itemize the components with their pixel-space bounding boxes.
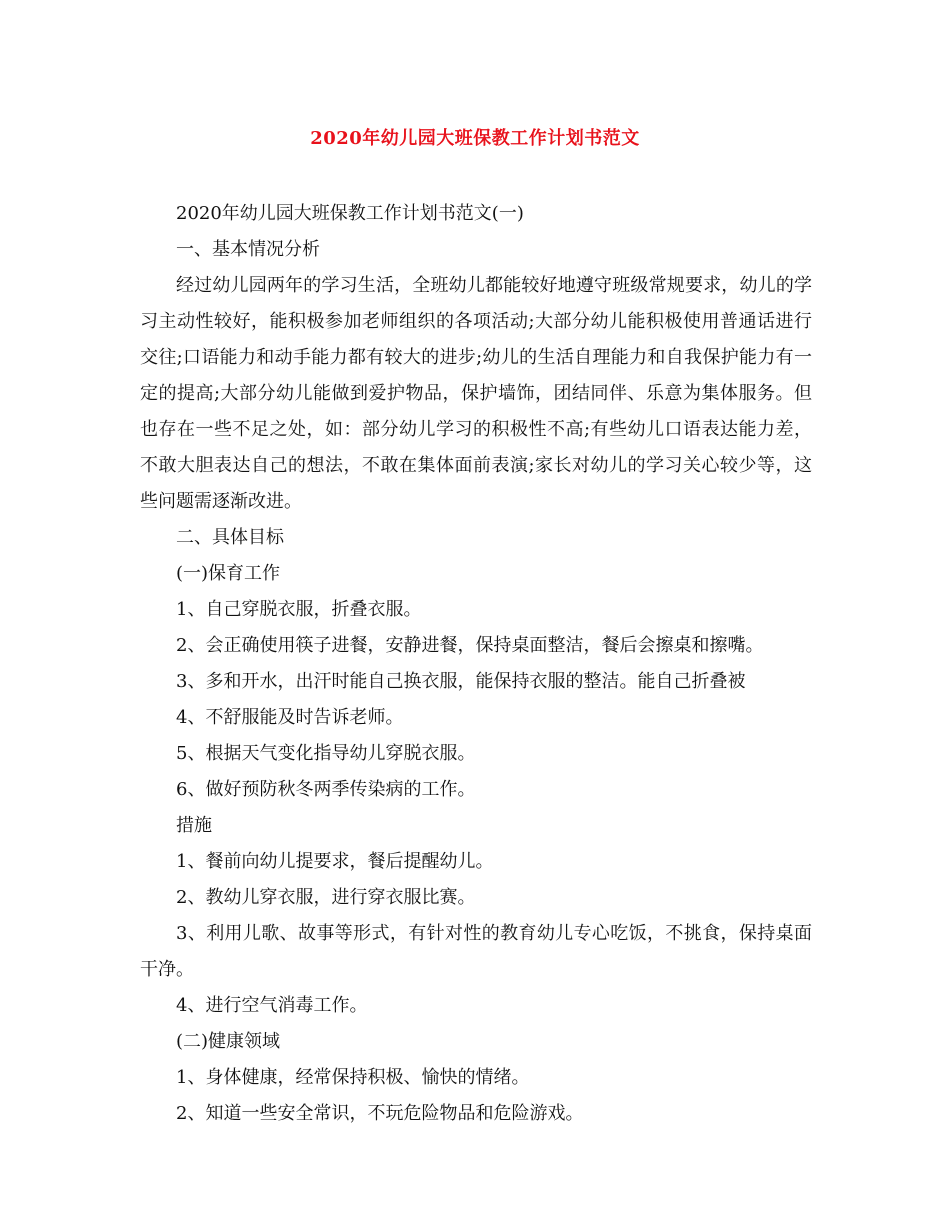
list-item: 4、不舒服能及时告诉老师。 xyxy=(176,707,404,728)
subtitle-paragraph: 2020年幼儿园大班保教工作计划书范文(一) xyxy=(176,203,524,224)
list-item: 2、知道一些安全常识，不玩危险物品和危险游戏。 xyxy=(176,1103,584,1124)
list-item: 1、餐前向幼儿提要求，餐后提醒幼儿。 xyxy=(176,851,494,872)
list-item: 4、进行空气消毒工作。 xyxy=(176,995,368,1016)
list-item: 3、利用儿歌、故事等形式，有针对性的教育幼儿专心吃饭，不挑食，保持桌面干净。 xyxy=(140,923,812,980)
section-heading: 一、基本情况分析 xyxy=(176,239,320,260)
body-paragraph: 经过幼儿园两年的学习生活，全班幼儿都能较好地遵守班级常规要求，幼儿的学习主动性较好，能积极参加老师组织的各项活动;大部分幼儿能积极使用普通话进行交往;口语能力和动手能力都有较大的进步;幼儿的生活自理能力和自我保护能力有一定的提高;大部分幼儿能做到爱护物品，保护墙饰，团结同伴、乐意为集体服务。但也存在一些不足之处，如：部分幼儿学习的积极性不高;有些幼儿口语表达能力差，不敢大胆表达自己的想法，不敢在集体面前表演;家长对幼儿的学习关心较少等，这些问题需逐渐改进。 xyxy=(140,275,812,512)
list-item: 5、根据天气变化指导幼儿穿脱衣服。 xyxy=(176,743,476,764)
list-item: 3、多和开水，出汗时能自己换衣服，能保持衣服的整洁。能自己折叠被 xyxy=(176,671,746,692)
list-item: 2、会正确使用筷子进餐，安静进餐，保持桌面整洁，餐后会擦桌和擦嘴。 xyxy=(176,635,764,656)
subsection-heading: (一)保育工作 xyxy=(176,563,281,584)
list-item: 6、做好预防秋冬两季传染病的工作。 xyxy=(176,779,476,800)
list-item: 2、教幼儿穿衣服，进行穿衣服比赛。 xyxy=(176,887,476,908)
list-item: 1、身体健康，经常保持积极、愉快的情绪。 xyxy=(176,1067,530,1088)
list-item: 1、自己穿脱衣服，折叠衣服。 xyxy=(176,599,422,620)
section-heading: 二、具体目标 xyxy=(176,527,284,548)
subsection-heading: (二)健康领域 xyxy=(176,1031,281,1052)
subsection-heading: 措施 xyxy=(176,815,212,836)
document-body xyxy=(140,196,812,1132)
document-title: 2020年幼儿园大班保教工作计划书范文 xyxy=(310,128,640,149)
